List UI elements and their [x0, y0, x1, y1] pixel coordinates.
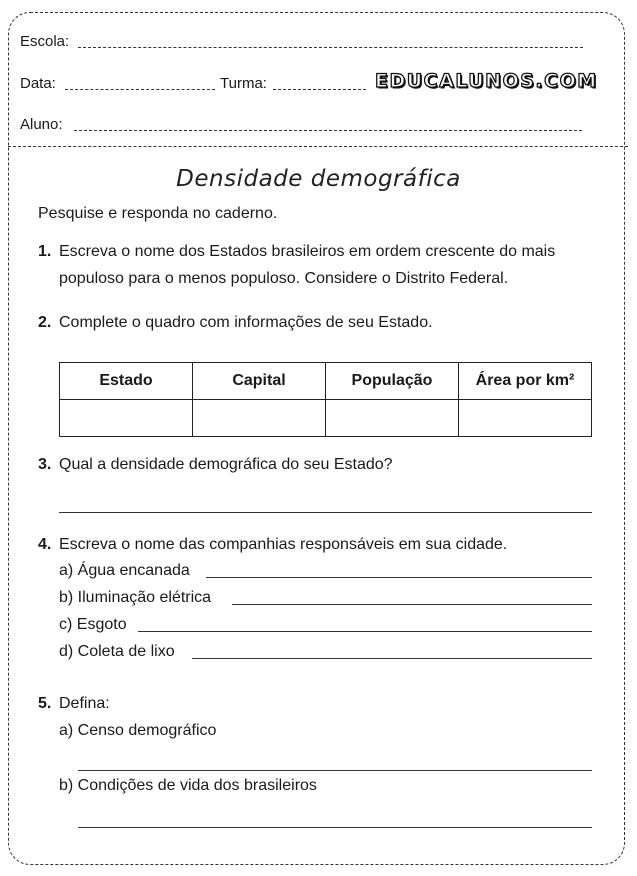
q5-answer-line-b[interactable]	[78, 827, 592, 828]
q5-number: 5.	[38, 695, 52, 712]
turma-label: Turma:	[220, 75, 267, 92]
educalunos-logo: EDUCALUNOS.COM	[375, 70, 598, 92]
escola-field[interactable]	[78, 47, 583, 48]
q1-text-line2: populoso para o menos populoso. Considere o Distrito Federal.	[59, 270, 509, 287]
q3-text: Qual a densidade demográfica do seu Estado?	[59, 456, 393, 473]
turma-field[interactable]	[273, 89, 366, 90]
table-cell-capital[interactable]	[193, 400, 326, 437]
q4-answer-line-d[interactable]	[192, 658, 592, 659]
data-label: Data:	[20, 75, 56, 92]
table-header-capital: Capital	[193, 363, 326, 400]
q1-text-line1: Escreva o nome dos Estados brasileiros em ordem crescente do mais	[59, 243, 556, 260]
table-header-area: Área por km²	[459, 363, 592, 400]
q4-item-a: a) Água encanada	[59, 562, 190, 579]
aluno-field[interactable]	[74, 130, 582, 131]
table-header-populacao: População	[326, 363, 459, 400]
q4-answer-line-c[interactable]	[138, 631, 592, 632]
table-cell-area[interactable]	[459, 400, 592, 437]
q3-answer-line[interactable]	[59, 512, 592, 513]
table-cell-populacao[interactable]	[326, 400, 459, 437]
table-header-estado: Estado	[60, 363, 193, 400]
q4-answer-line-a[interactable]	[206, 577, 592, 578]
q4-text: Escreva o nome das companhias responsáveis em sua cidade.	[59, 536, 508, 553]
q4-item-c: c) Esgoto	[59, 616, 127, 633]
table-header-row	[60, 363, 592, 400]
q2-text: Complete o quadro com informações de seu Estado.	[59, 314, 433, 331]
q4-item-d: d) Coleta de lixo	[59, 643, 175, 660]
q5-item-b: b) Condições de vida dos brasileiros	[59, 777, 317, 794]
escola-label: Escola:	[20, 33, 70, 50]
header-separator	[8, 146, 628, 147]
q2-number: 2.	[38, 314, 52, 331]
table-row	[60, 400, 592, 437]
q3-number: 3.	[38, 456, 52, 473]
aluno-label: Aluno:	[20, 116, 63, 133]
q5-answer-line-a[interactable]	[78, 770, 592, 771]
q5-text: Defina:	[59, 695, 110, 712]
q1-number: 1.	[38, 243, 52, 260]
instruction: Pesquise e responda no caderno.	[38, 205, 278, 222]
data-field[interactable]	[65, 89, 215, 90]
q4-answer-line-b[interactable]	[232, 604, 592, 605]
q4-number: 4.	[38, 536, 52, 553]
page-title: Densidade demográfica	[176, 166, 461, 192]
q4-item-b: b) Iluminação elétrica	[59, 589, 212, 606]
info-table	[59, 362, 592, 437]
q5-item-a: a) Censo demográfico	[59, 722, 217, 739]
table-cell-estado[interactable]	[60, 400, 193, 437]
